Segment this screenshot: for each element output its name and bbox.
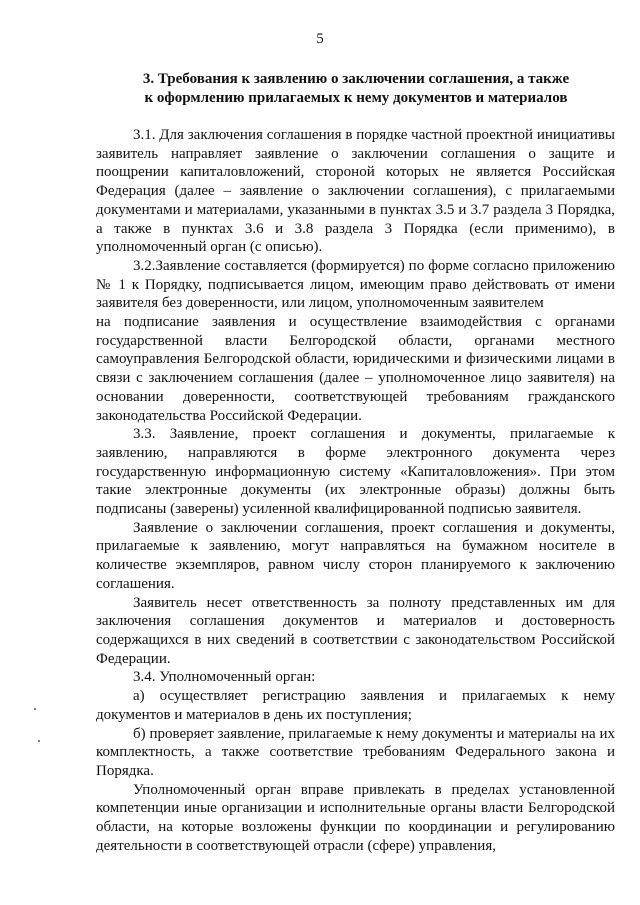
paragraph-3-1: 3.1. Для заключения соглашения в порядке частной проектной инициативы заявитель направляет заявление о заключении соглашения о защите и поощрении капиталовложений, стороной которых не является Российская Федерация (далее – заявление о заключении соглашения), с прилагаемыми документами и материалами, указанными в пунктах 3.5 и 3.7 раздела 3 Порядка, а также в пунктах 3.6 и 3.8 раздела 3 Порядка (если применимо), в уполномоченный орган (с описью). <box>96 127 615 256</box>
paragraph-authority-rights: Уполномоченный орган вправе привлекать в пределах установленной компетенции иные организации и исполнительные органы власти Белгородской области, на которые возложены функции по координации и регулированию деятельности в соответствующей отрасли (сфере) управления, <box>96 781 615 854</box>
document-body <box>96 126 615 855</box>
section-heading-line-1: 3. Требования к заявлению о заключении соглашения, а также <box>142 71 570 87</box>
paragraph-3-2: 3.2.Заявление составляется (формируется) по форме согласно приложению № 1 к Порядку, подписывается лицом, имеющим право действовать от имени заявителя без доверенности, или лицом, уполномоченным заявителем <box>96 257 615 312</box>
paragraph-3-4: 3.4. Уполномоченный орган: <box>133 669 316 686</box>
scan-speck <box>34 708 36 710</box>
scan-speck <box>38 740 40 742</box>
section-heading-line-2: к оформлению прилагаемых к нему документов и материалов <box>144 89 568 106</box>
paragraph-paper-submission: Заявление о заключении соглашения, проект соглашения и документы, прилагаемые к заявлению, могут направляться на бумажном носителе в количестве экземпляров, равном числу сторон планируемого к заключению соглашения. <box>96 519 615 592</box>
paragraph-3-4-b: б) проверяет заявление, прилагаемые к нему документы и материалы на их комплектность, а также соответствие требованиям Федерального закона и Порядка. <box>96 725 615 779</box>
paragraph-applicant-responsibility: Заявитель несет ответственность за полноту представленных им для заключения соглашения документов и материалов и достоверность содержащихся в них сведений в соответствии с законодательством Российской Федерации. <box>96 594 615 667</box>
paragraph-3-4-a: а) осуществляет регистрацию заявления и прилагаемых к нему документов и материалов в день их поступления; <box>96 688 615 723</box>
paragraph-3-2-continued: на подписание заявления и осуществление взаимодействия с органами государственной власти Белгородской области, органами местного самоуправления Белгородской области, юридическими и физическими лицами в связи с заключением соглашения (далее – уполномоченное лицо заявителя) на основании доверенности, соответствующей требованиям гражданского законодательства Российской Федерации. <box>96 314 615 424</box>
paragraph-3-3: 3.3. Заявление, проект соглашения и документы, прилагаемые к заявлению, направляются в форме электронного документа через государственную информационную систему «Капиталовложения». При этом такие электронные документы (их электронные образы) должны быть подписаны (заверены) усиленной квалифицированной подписью заявителя. <box>96 426 615 518</box>
section-heading <box>96 70 616 107</box>
page-number: 5 <box>316 31 324 47</box>
